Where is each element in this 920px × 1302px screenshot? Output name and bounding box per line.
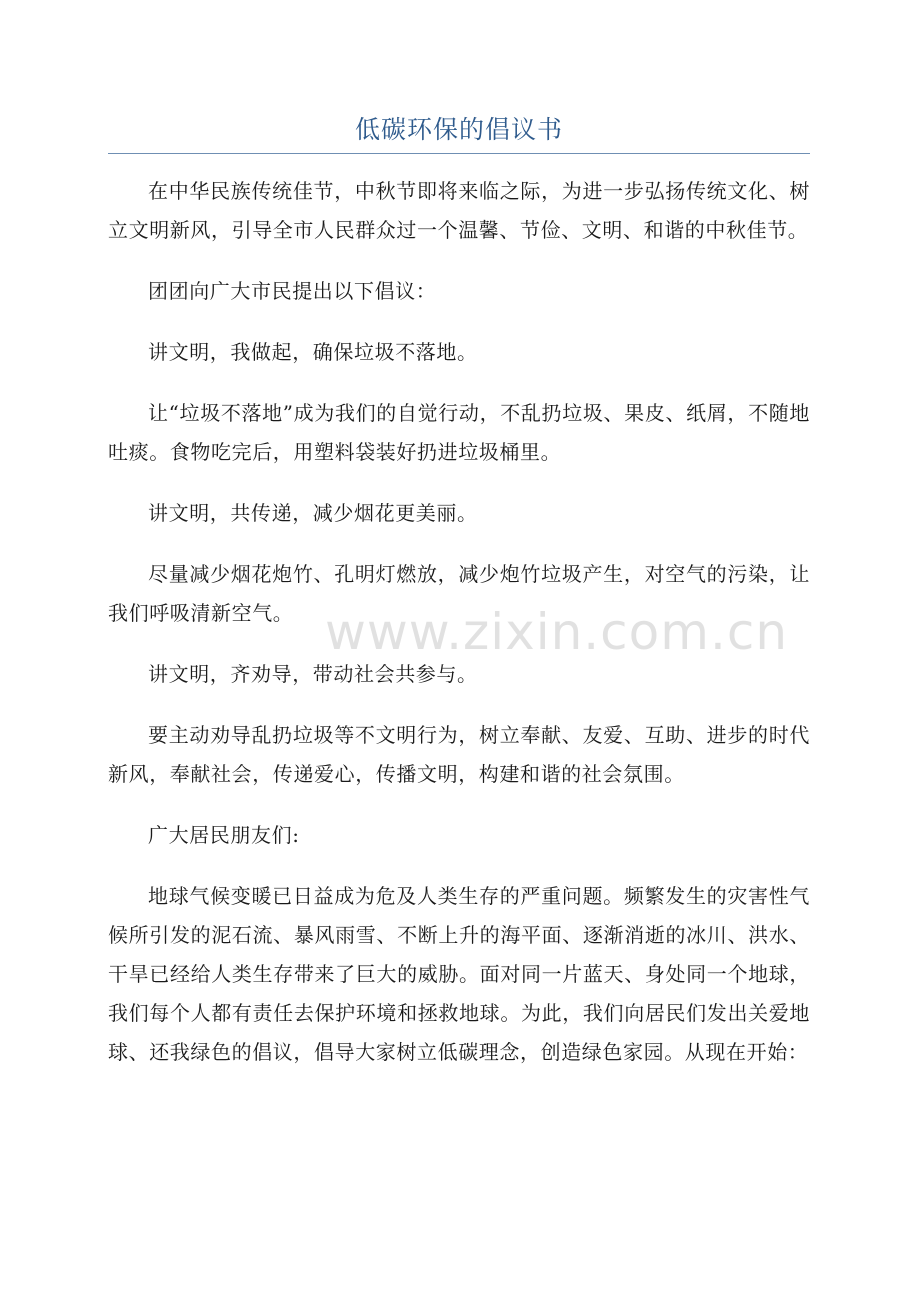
paragraph-8: 要主动劝导乱扔垃圾等不文明行为，树立奉献、友爱、互助、进步的时代新风，奉献社会，传递爱心，传播文明，构建和谐的社会氛围。 [108, 723, 810, 786]
paragraph-3: 讲文明，我做起，确保垃圾不落地。 [148, 340, 478, 364]
paragraph-4: 让“垃圾不落地”成为我们的自觉行动，不乱扔垃圾、果皮、纸屑，不随地吐痰。食物吃完后，用塑料袋装好扔进垃圾桶里。 [108, 401, 810, 464]
paragraph-9: 广大居民朋友们: [148, 823, 300, 847]
watermark-text: www.zixin.com.cn [325, 603, 789, 661]
document-body [108, 172, 810, 1094]
paragraph-7: 讲文明，齐劝导，带动社会共参与。 [148, 662, 478, 686]
paragraph-6: 尽量减少烟花炮竹、孔明灯燃放，减少炮竹垃圾产生，对空气的污染，让我们呼吸清新空气。 [108, 562, 810, 625]
document-title: 低碳环保的倡议书 [354, 115, 563, 144]
title-underline [108, 153, 810, 154]
paragraph-5: 讲文明，共传递，减少烟花更美丽。 [148, 501, 478, 525]
paragraph-1: 在中华民族传统佳节，中秋节即将来临之际，为进一步弘扬传统文化、树立文明新风，引导全市人民群众过一个温馨、节俭、文明、和谐的中秋佳节。 [108, 179, 810, 242]
paragraph-2: 团团向广大市民提出以下倡议： [148, 279, 437, 303]
paragraph-10: 地球气候变暖已日益成为危及人类生存的严重问题。频繁发生的灾害性气候所引发的泥石流、暴风雨雪、不断上升的海平面、逐渐消逝的冰川、洪水、干旱已经给人类生存带来了巨大的威胁。面对同一片蓝天、身处同一个地球，我们每个人都有责任去保护环境和拯救地球。为此，我们向居民们发出关爱地球、还我绿色的倡议，倡导大家树立低碳理念，创造绿色家园。从现在开始： [108, 884, 810, 1064]
